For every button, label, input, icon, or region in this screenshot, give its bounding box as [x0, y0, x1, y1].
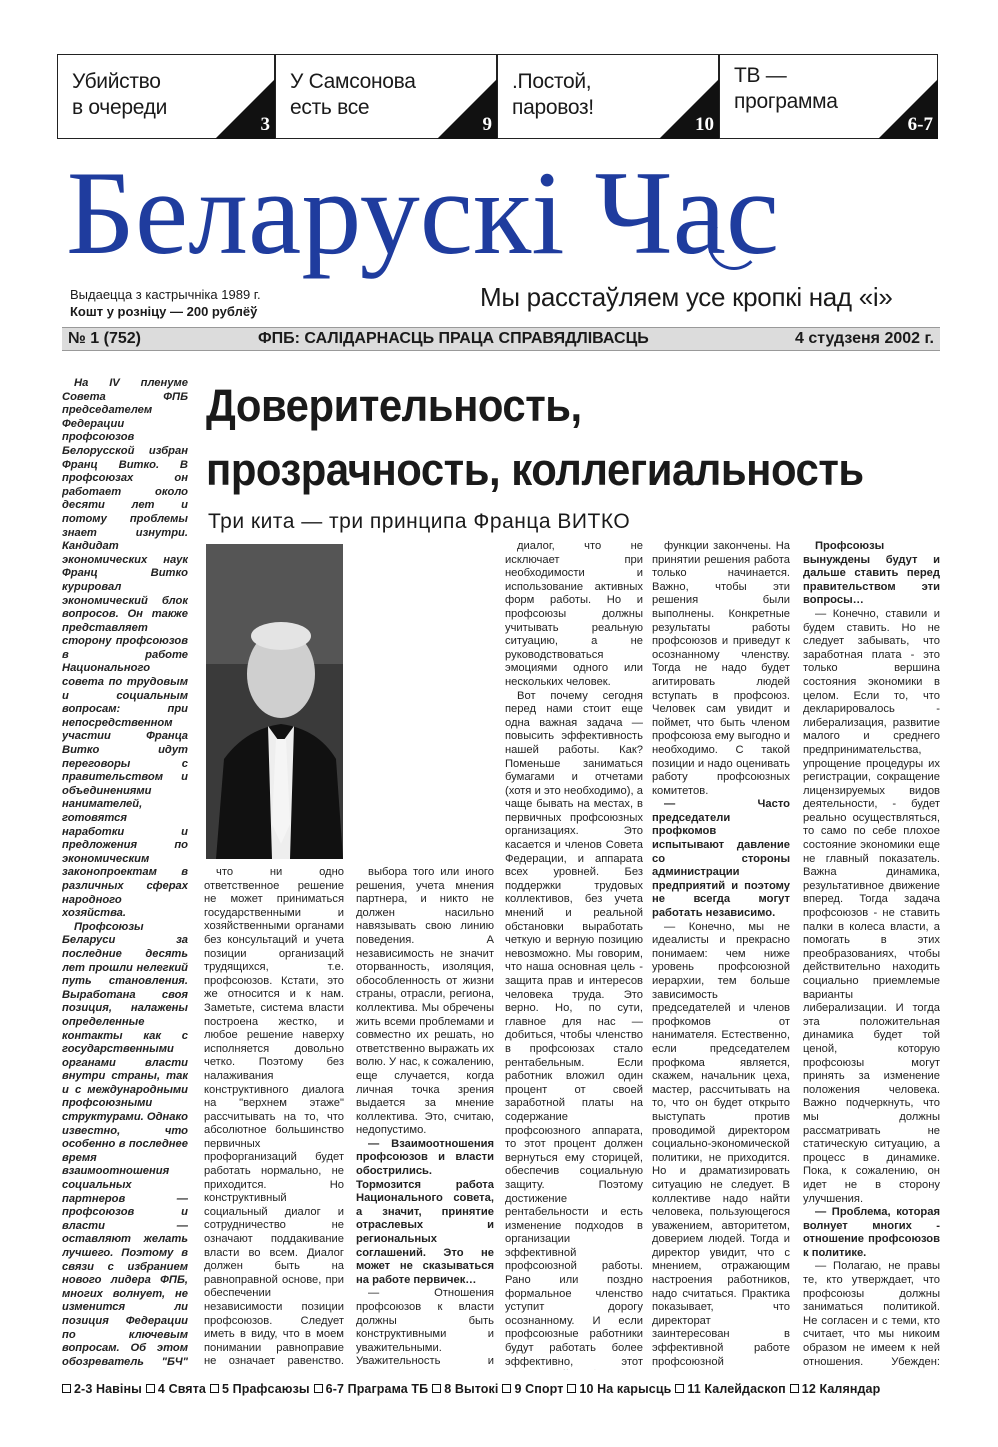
- section-index-item[interactable]: [146, 1382, 206, 1396]
- section-name: Вытокі: [454, 1382, 499, 1396]
- teaser-box-3[interactable]: [497, 54, 719, 139]
- section-name: На карысць: [597, 1382, 672, 1396]
- checkbox-icon: [314, 1384, 323, 1393]
- paragraph: — Конечно, мы не идеалисты и прекрасно понимаем: чем ниже уровень профсоюзной иерархии, тем больше зависимость председателей и членов профкомов от нанимателя. Естественно, если председателем профкома является, скажем, начальник цеха, мастер, рассчитывать на то, что он будет открыто выступать против проводимой директором социально-экономической политики, не приходится. Но и драматизировать ситуацию не следует. В коллективе надо найти человека, пользующегося уважением, авторитетом, доверием людей. Тогда и директор увидит, что с мнением, отражающим настроения работников, надо считаться. Практика показывает, что директорат заинтересован в эффективной работе профсоюзной: [652, 920, 790, 1368]
- paragraph: — Конечно, ставили и будем ставить. Но не следует забывать, что заработная плата - это только вершина состояния экономики в целом. Если то, что декларировалось - либерализация, развитие малого и среднего предпринимательства, упрощение процедуры их регистрации, сокращение лицензируемых видов деятельности, - будет реально осуществляться, то само по себе плохое состояние экономики еще не главный показатель. Важна динамика, результативное движение вперед. Тогда задача профсоюзов - не ставить палки в колеса власти, а помогать в этих преобразованиях, чтобы действительно находить социально приемлемые варианты либерализации. И тогда эта положительная динамика будет той ценой, которую профсоюзы могут принять за изменение положения человека. Важно подчеркнуть, что мы должны рассматривать не статическую ситуацию, а процесс в динамике. Пока, к сожалению, он идет не в сторону улучшения.: [803, 607, 940, 1205]
- paragraph: Профсоюзы Беларуси за последние десять лет прошли нелегкий путь становления. Выработана своя позиция, налажены определенные контакты как с государственными органами власти внутри страны, так и с международными профсоюзными структурами. Однако известно, что особенно в последнее время взаимоотношения социальных партнеров — профсоюзов и власти — оставляют желать лучшего. Поэтому в связи с избранием нового лидера ФПБ, многих волнует, не изменится ли позиция Федерации по ключевым вопросам. Об этом обозреватель "БЧ": [62, 920, 188, 1368]
- section-name: Калейдаскоп: [704, 1382, 786, 1396]
- motto: ФПБ: САЛІДАРНАСЦЬ ПРАЦА СПРАВЯДЛІВАСЦЬ: [258, 330, 649, 347]
- issue-number: № 1 (752): [68, 330, 141, 347]
- paragraph: Профсоюзы вынуждены будут и дальше ставить перед правительством эти вопросы…: [803, 540, 940, 607]
- article-column-4: [652, 540, 790, 1370]
- portrait-illustration: [206, 544, 343, 859]
- paragraph: — Часто председатели профкомов испытывают давление со стороны администрации предприятий и поэтому не всегда могут работать независимо.: [652, 798, 790, 920]
- paragraph: На IV пленуме Совета ФПБ председателем Федерации профсоюзов Белорусской избран Франц Витко. В профсоюзах он работает около десяти лет и потому проблемы знает изнутри. Кандидат экономических наук Франц Витко курировал экономический блок вопросов. Он также представляет сторону профсоюзов в работе Национального совета по трудовым и социальным вопросам: при непосредственном участии Франца Витко идут переговоры с правительством и объединениями нанимателей, готовятся наработки и предложения по экономическим законопроектам в различных сферах народного хозяйства.: [62, 377, 188, 920]
- clock-icon: [708, 218, 760, 270]
- issue-date: 4 студзеня 2002 г.: [795, 330, 934, 347]
- teaser-box-1[interactable]: [57, 54, 275, 139]
- section-index: [62, 1382, 942, 1396]
- checkbox-icon: [210, 1384, 219, 1393]
- section-pages: 9: [514, 1382, 522, 1396]
- article-column-2: [356, 866, 494, 1370]
- paragraph: — Отношения профсоюзов к власти должны быть конструктивными и уважительными. Уважительность и: [356, 1287, 494, 1368]
- paragraph: Вот почему сегодня перед нами стоит еще одна важная задача — повысить эффективность нашей работы. Как? Поменьше заниматься бумагами и отчетами (хотя и это необходимо), а чаще бывать на местах, в первичных профсоюзных организациях. Это касается и членов Совета Федерации, и аппарата всех уровней. Без поддержки трудовых коллективов, без учета мнений и реальной обстановки выработать четкую и верную позицию невозможно. Мы говорим, что наша основная цель - защита прав и интересов человека труда. Это верно. Но, по сути, главное для нас — добиться, чтобы членство в профсоюзах стало рентабельным. Если работник вложил один процент от своей заработной платы на содержание профсоюзного аппарата, то этот процент должен вернуться ему сторицей, обеспечив социальную защиту. Поэтому достижение рентабельности и есть изменение подходов в организации эффективной профсоюзной работы. Рано или поздно формальное членство уступит дорогу осознанному. И если профсоюзные работники будут работать более эффективно, этот: [505, 689, 643, 1368]
- article-column-1: [204, 866, 344, 1370]
- section-name: Навіны: [95, 1382, 142, 1396]
- paragraph: что ни одно ответственное решение не может приниматься государственными и хозяйственными органами без консультаций и учета позиции организаций трудящихся, т.е. профсоюзов. Кстати, это же относится и к нам. Заметьте, система власти построена жестко, и любое решение наверху исполняется довольно четко. Поэтому без налаживания конструктивного диалога на "верхнем этаже" рассчитывать на то, что абсолютное большинство первичных профорганизаций будет работать нормально, не приходится. Но конструктивный социальный диалог и сотрудничество не означают поддакивание власти во всем. Диалог должен быть на равноправной основе, при обеспечении независимости позиции профсоюзов. Следует иметь в виду, что в моем понимании равноправие не означает равенство.: [204, 866, 344, 1368]
- section-pages: 6-7: [325, 1382, 345, 1396]
- teaser-title: ТВ — программа: [734, 64, 838, 113]
- teaser-title: Убийство в очереди: [72, 70, 168, 119]
- section-pages: 5: [221, 1382, 230, 1396]
- section-pages: 12: [801, 1382, 816, 1396]
- section-name: Праграма ТБ: [347, 1382, 429, 1396]
- paragraph: — Проблема, которая волнует многих - отношение профсоюзов к политике.: [803, 1206, 940, 1259]
- newspaper-title: Беларускі Час: [66, 146, 780, 279]
- checkbox-icon: [567, 1384, 576, 1393]
- issue-bar: [62, 327, 940, 351]
- article-headline: Доверительность, прозрачность, коллегиальность: [206, 380, 864, 495]
- teaser-page-number: 3: [260, 114, 270, 135]
- checkbox-icon: [675, 1384, 684, 1393]
- section-name: Каляндар: [819, 1382, 881, 1396]
- section-index-item[interactable]: [210, 1382, 310, 1396]
- section-index-item[interactable]: [567, 1382, 671, 1396]
- paragraph: — Взаимоотношения профсоюзов и власти обострились. Тормозится работа Национального совета, а значит, принятие отраслевых и региональных соглашений. Это не может не сказываться на работе первичек…: [356, 1137, 494, 1286]
- section-index-item[interactable]: [675, 1382, 785, 1396]
- section-pages: 4: [157, 1382, 165, 1396]
- portrait-photo: [206, 544, 343, 859]
- checkbox-icon: [790, 1384, 799, 1393]
- section-index-item[interactable]: [502, 1382, 563, 1396]
- checkbox-icon: [432, 1384, 441, 1393]
- paragraph: диалог, что не исключает при необходимости и использование активных форм работы. Но и профсоюзы должны учитывать реальную ситуацию, а не руководствоваться эмоциями одного или нескольких человек.: [505, 540, 643, 688]
- section-index-item[interactable]: [62, 1382, 142, 1396]
- teaser-page-number: 9: [482, 114, 492, 135]
- checkbox-icon: [62, 1384, 71, 1393]
- section-pages: 10: [579, 1382, 594, 1396]
- teaser-box-2[interactable]: [275, 54, 497, 139]
- section-name: Свята: [168, 1382, 206, 1396]
- section-name: Прафсаюзы: [232, 1382, 310, 1396]
- section-pages: 8: [444, 1382, 452, 1396]
- paragraph: функции закончены. На принятии решения работа только начинается. Важно, чтобы эти решения были выполнены. Конкретные результаты работы профсоюзов и приведут к осознанному членству. Тогда не надо будет агитировать людей вступать в профсоюз. Человек сам увидит и поймет, что быть членом профсоюза ему выгодно и необходимо. С такой позиции и надо оценивать работу профсоюзных комитетов.: [652, 540, 790, 797]
- teaser-title: .Постой, паровоз!: [512, 70, 594, 119]
- checkbox-icon: [146, 1384, 155, 1393]
- teaser-box-4[interactable]: [719, 54, 938, 139]
- slogan: Мы расстаўляем усе кропкі над «і»: [480, 282, 893, 312]
- paragraph: выбора того или иного решения, учета мнения партнера, и никто не должен насильно навязывать свою линию поведения. А независимость не значит оторванность, изоляция, обособленность от жизни страны, отрасли, региона, коллектива. Мы обречены жить всеми проблемами и совместно их решать, но ответственно выражать их волю. У нас, к сожалению, еще случается, когда личная точка зрения выдается за мнение коллектива. Это, считаю, недопустимо.: [356, 866, 494, 1137]
- section-index-item[interactable]: [432, 1382, 498, 1396]
- paragraph: — Полагаю, не правы те, кто утверждает, что профсоюзы должны заниматься политикой. Не согласен и с теми, кто считает, что мы никоим образом не имеем к ней отношения. Убежден:: [803, 1260, 940, 1368]
- price-line: Кошт у розніцу — 200 рублёў: [70, 304, 258, 319]
- section-index-item[interactable]: [790, 1382, 881, 1396]
- teaser-title: У Самсонова есть все: [290, 70, 416, 119]
- article-column-3: [505, 540, 643, 1370]
- founded-line: Выдаецца з кастрычніка 1989 г.: [70, 287, 261, 302]
- article-column-5: [803, 540, 940, 1370]
- section-pages: 2-3: [74, 1382, 93, 1396]
- article-subhead: Три кита — три принципа Франца ВИТКО: [208, 510, 631, 533]
- teaser-page-number: 6-7: [907, 114, 933, 135]
- section-pages: 11: [687, 1382, 701, 1396]
- checkbox-icon: [502, 1384, 511, 1393]
- section-name: Спорт: [525, 1382, 564, 1396]
- teaser-page-number: 10: [695, 114, 714, 135]
- article-column-lead: [62, 377, 188, 1370]
- section-index-item[interactable]: [314, 1382, 429, 1396]
